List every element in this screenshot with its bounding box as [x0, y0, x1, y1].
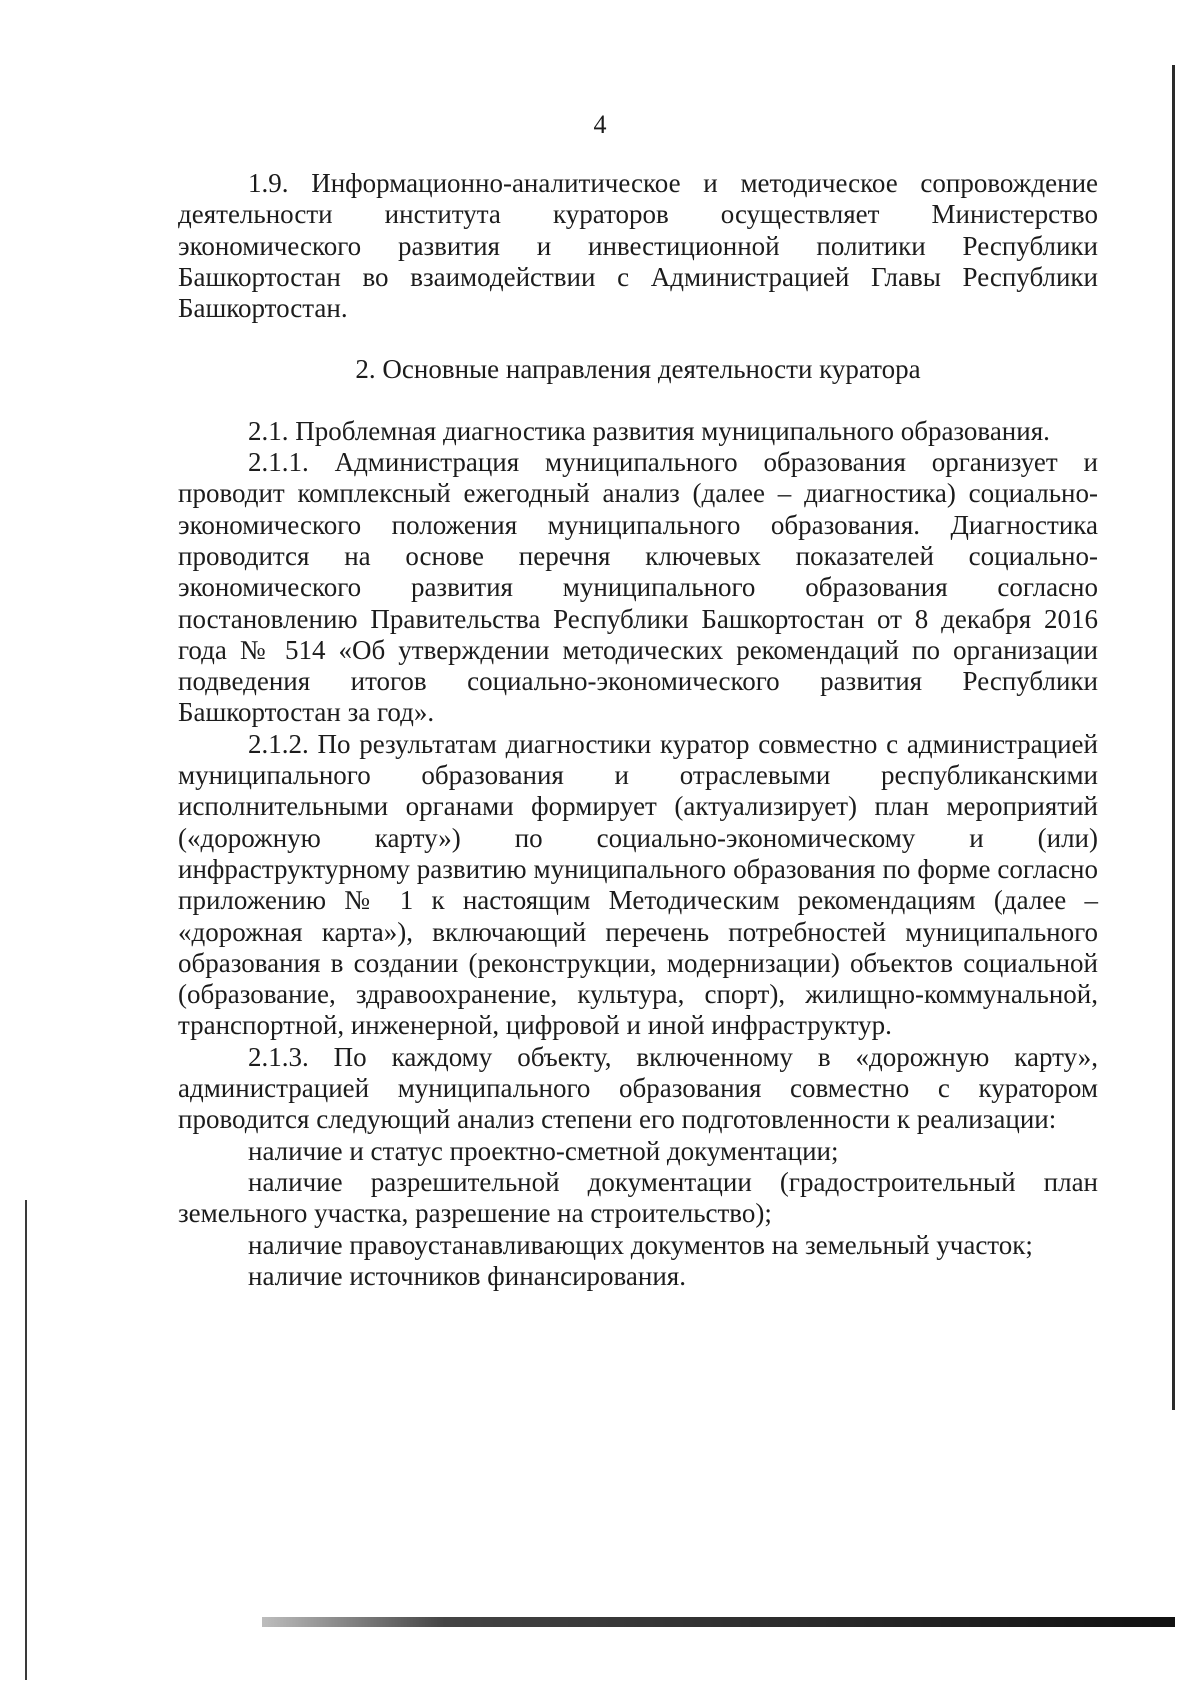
- section-heading-2: 2. Основные направления деятельности куратора: [355, 354, 921, 385]
- paragraph-2-1-3: 2.1.3. По каждому объекту, включенному в «дорожную карту», администрацией муниципального образования совместно с куратором проводится следующий анализ степени его подготовленности к реализации:: [178, 1041, 1098, 1135]
- paragraph-2-1-1: 2.1.1. Администрация муниципального образования организует и проводит комплексный ежегодный анализ (далее – диагностика) социально-экономического положения муниципального образования. Диагностика проводится на основе перечня ключевых показателей социально-экономического развития муниципального образования согласно постановлению Правительства Республики Башкортостан от 8 декабря 2016 года № 514 «Об утверждении методических рекомендаций по организации подведения итогов социально-экономического развития Республики Башкортостан за год».: [178, 447, 1098, 728]
- list-item: наличие разрешительной документации (градостроительный план земельного участка, разрешение на строительство);: [178, 1166, 1098, 1229]
- scan-edge-left: [25, 1200, 27, 1680]
- list-item: наличие источников финансирования.: [248, 1260, 686, 1291]
- scan-bottom-bar: [262, 1617, 1175, 1627]
- document-body: [178, 168, 1098, 1292]
- list-item: наличие правоустанавливающих документов на земельный участок;: [248, 1229, 1033, 1260]
- page-number: 4: [593, 110, 607, 139]
- paragraph-2-1: 2.1. Проблемная диагностика развития муниципального образования.: [248, 415, 1050, 446]
- scan-edge-right: [1172, 65, 1175, 1410]
- list-item: наличие и статус проектно-сметной документации;: [248, 1135, 839, 1166]
- paragraph-1-9: 1.9. Информационно-аналитическое и методическое сопровождение деятельности института кураторов осуществляет Министерство экономического развития и инвестиционной политики Республики Башкортостан во взаимодействии с Администрацией Главы Республики Башкортостан.: [178, 168, 1098, 324]
- paragraph-2-1-2: 2.1.2. По результатам диагностики куратор совместно с администрацией муниципального образования и отраслевыми республиканскими исполнительными органами формирует (актуализирует) план мероприятий («дорожную карту») по социально-экономическому и (или) инфраструктурному развитию муниципального образования по форме согласно приложению № 1 к настоящим Методическим рекомендациям (далее – «дорожная карта»), включающий перечень потребностей муниципального образования в создании (реконструкции, модернизации) объектов социальной (образование, здравоохранение, культура, спорт), жилищно-коммунальной, транспортной, инженерной, цифровой и иной инфраструктур.: [178, 728, 1098, 1041]
